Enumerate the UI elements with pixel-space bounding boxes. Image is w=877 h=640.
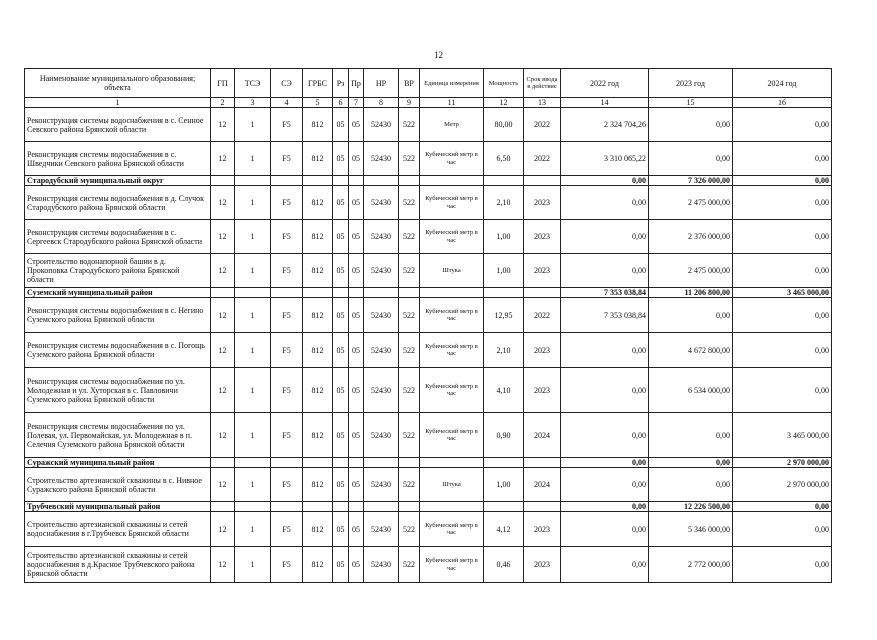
cell-unit: Штука: [420, 468, 484, 502]
cell-tse: 1: [235, 547, 271, 583]
cell-tse: 1: [235, 254, 271, 288]
cell-rz: 05: [333, 108, 349, 142]
cell-grbs: [303, 176, 333, 186]
colnum: 5: [303, 98, 333, 108]
cell-gp: [211, 502, 235, 512]
cell-2022: 0,00: [561, 547, 649, 583]
cell-term: 2023: [524, 547, 561, 583]
cell-pr: 05: [349, 186, 364, 220]
cell-se: F5: [271, 547, 303, 583]
cell-2022: 0,00: [561, 186, 649, 220]
cell-unit: [420, 288, 484, 298]
colnum: 4: [271, 98, 303, 108]
cell-gp: [211, 176, 235, 186]
cell-rz: 05: [333, 142, 349, 176]
cell-2024: 0,00: [733, 333, 832, 368]
cell-term: [524, 288, 561, 298]
row-name: Строительство артезианской скважины в с. Нивное Суражского района Брянской области: [25, 468, 211, 502]
cell-vr: 522: [399, 254, 420, 288]
table-row: [25, 254, 832, 288]
cell-term: 2024: [524, 413, 561, 458]
cell-tse: [235, 176, 271, 186]
cell-2024: 0,00: [733, 186, 832, 220]
cell-power: 4,10: [484, 368, 524, 413]
table-row: [25, 547, 832, 583]
group-name: Суражский муниципальный район: [25, 458, 211, 468]
cell-rz: 05: [333, 186, 349, 220]
cell-grbs: 812: [303, 547, 333, 583]
row-name: Реконструкция системы водоснабжения в с. Сенное Севского района Брянской области: [25, 108, 211, 142]
cell-gp: 12: [211, 254, 235, 288]
row-name: Строительство артезианской скважины и сетей водоснабжения в д.Красное Трубчевского района Брянской области: [25, 547, 211, 583]
cell-power: 0,90: [484, 413, 524, 458]
cell-vr: 522: [399, 368, 420, 413]
colnum: 15: [649, 98, 733, 108]
cell-unit: Кубический метр в час: [420, 142, 484, 176]
cell-2023: 2 475 000,00: [649, 186, 733, 220]
cell-gp: [211, 288, 235, 298]
cell-term: 2023: [524, 512, 561, 547]
cell-unit: [420, 176, 484, 186]
cell-2022: 3 310 065,22: [561, 142, 649, 176]
cell-2023: 2 772 000,00: [649, 547, 733, 583]
cell-nr: 52430: [364, 186, 399, 220]
cell-2022: 0,00: [561, 176, 649, 186]
table-row: [25, 186, 832, 220]
cell-2022: 0,00: [561, 512, 649, 547]
cell-term: 2023: [524, 333, 561, 368]
colnum: 12: [484, 98, 524, 108]
cell-gp: 12: [211, 413, 235, 458]
header-unit: Единица измерения: [420, 69, 484, 98]
cell-se: [271, 176, 303, 186]
cell-pr: 05: [349, 254, 364, 288]
cell-tse: 1: [235, 333, 271, 368]
cell-grbs: 812: [303, 108, 333, 142]
header-power: Мощность: [484, 69, 524, 98]
cell-tse: 1: [235, 468, 271, 502]
cell-nr: 52430: [364, 142, 399, 176]
cell-grbs: 812: [303, 298, 333, 333]
cell-nr: [364, 502, 399, 512]
table-row: [25, 298, 832, 333]
cell-grbs: [303, 458, 333, 468]
budget-table: [24, 68, 832, 583]
cell-rz: 05: [333, 512, 349, 547]
cell-power: [484, 176, 524, 186]
cell-term: [524, 502, 561, 512]
cell-power: 80,00: [484, 108, 524, 142]
row-name: Реконструкция системы водоснабжения в с. Негино Суземского района Брянской области: [25, 298, 211, 333]
cell-pr: [349, 176, 364, 186]
colnum: 1: [25, 98, 211, 108]
cell-grbs: [303, 502, 333, 512]
row-name: Реконструкция системы водоснабжения в д. Случок Стародубского района Брянской области: [25, 186, 211, 220]
cell-pr: 05: [349, 368, 364, 413]
cell-term: 2022: [524, 108, 561, 142]
cell-tse: 1: [235, 512, 271, 547]
colnum: 14: [561, 98, 649, 108]
cell-vr: 522: [399, 220, 420, 254]
cell-gp: 12: [211, 142, 235, 176]
cell-se: F5: [271, 220, 303, 254]
table-row: [25, 468, 832, 502]
cell-unit: Кубический метр в час: [420, 220, 484, 254]
cell-term: [524, 458, 561, 468]
cell-power: [484, 288, 524, 298]
cell-2023: 0,00: [649, 458, 733, 468]
cell-pr: [349, 458, 364, 468]
header-name: Наименование муниципального образования; объекта: [25, 69, 211, 98]
cell-nr: 52430: [364, 547, 399, 583]
cell-2022: 0,00: [561, 468, 649, 502]
cell-2023: 11 206 800,00: [649, 288, 733, 298]
table-row: [25, 108, 832, 142]
cell-rz: 05: [333, 254, 349, 288]
cell-gp: [211, 458, 235, 468]
cell-vr: 522: [399, 547, 420, 583]
cell-gp: 12: [211, 220, 235, 254]
cell-gp: 12: [211, 368, 235, 413]
cell-2024: 0,00: [733, 298, 832, 333]
cell-se: F5: [271, 468, 303, 502]
header-rz: Рз: [333, 69, 349, 98]
cell-power: 1,00: [484, 220, 524, 254]
cell-tse: [235, 288, 271, 298]
cell-2024: 0,00: [733, 502, 832, 512]
table-body: [25, 108, 832, 583]
cell-2022: 7 353 038,84: [561, 288, 649, 298]
cell-2022: 0,00: [561, 413, 649, 458]
header-vr: ВР: [399, 69, 420, 98]
cell-grbs: 812: [303, 413, 333, 458]
cell-pr: 05: [349, 108, 364, 142]
header-se: СЭ: [271, 69, 303, 98]
cell-2024: 2 970 000,00: [733, 468, 832, 502]
cell-unit: [420, 458, 484, 468]
cell-pr: 05: [349, 512, 364, 547]
cell-pr: [349, 288, 364, 298]
cell-nr: 52430: [364, 368, 399, 413]
cell-2023: 12 226 500,00: [649, 502, 733, 512]
cell-rz: [333, 458, 349, 468]
cell-nr: 52430: [364, 333, 399, 368]
row-name: Строительство артезианской скважины и сетей водоснабжения в г.Трубчевск Брянской области: [25, 512, 211, 547]
table-row: [25, 220, 832, 254]
group-name: Стародубский муниципальный округ: [25, 176, 211, 186]
cell-power: 1,00: [484, 254, 524, 288]
cell-pr: 05: [349, 413, 364, 458]
cell-rz: 05: [333, 333, 349, 368]
cell-power: 2,10: [484, 186, 524, 220]
cell-vr: [399, 502, 420, 512]
cell-2022: 0,00: [561, 368, 649, 413]
cell-term: [524, 176, 561, 186]
row-name: Реконструкция системы водоснабжения в с. Шведчики Севского района Брянской области: [25, 142, 211, 176]
cell-unit: Штука: [420, 254, 484, 288]
group-row: [25, 502, 832, 512]
table-row: [25, 142, 832, 176]
cell-rz: 05: [333, 220, 349, 254]
cell-pr: 05: [349, 298, 364, 333]
cell-unit: [420, 502, 484, 512]
row-name: Реконструкция системы водоснабжения по ул. Молодежная и ул. Хуторская в с. Павловичи Суземского района Брянской области: [25, 368, 211, 413]
header-2024: 2024 год: [733, 69, 832, 98]
cell-gp: 12: [211, 298, 235, 333]
header-nr: НР: [364, 69, 399, 98]
page-number: 12: [434, 50, 443, 60]
cell-gp: 12: [211, 547, 235, 583]
cell-nr: 52430: [364, 512, 399, 547]
cell-term: 2024: [524, 468, 561, 502]
cell-2023: 0,00: [649, 468, 733, 502]
cell-2022: 7 353 038,84: [561, 298, 649, 333]
cell-power: 6,50: [484, 142, 524, 176]
cell-vr: 522: [399, 333, 420, 368]
cell-2023: 0,00: [649, 142, 733, 176]
cell-2024: 0,00: [733, 254, 832, 288]
cell-term: 2022: [524, 142, 561, 176]
cell-grbs: 812: [303, 186, 333, 220]
cell-2022: 0,00: [561, 220, 649, 254]
row-name: Строительство водонапорной башни в д. Прокоповка Стародубского района Брянской области: [25, 254, 211, 288]
table-row: [25, 512, 832, 547]
header-grbs: ГРБС: [303, 69, 333, 98]
cell-tse: [235, 502, 271, 512]
cell-unit: Кубический метр в час: [420, 298, 484, 333]
cell-se: F5: [271, 254, 303, 288]
table-row: [25, 368, 832, 413]
table-row: [25, 333, 832, 368]
cell-se: F5: [271, 333, 303, 368]
cell-unit: Кубический метр в час: [420, 547, 484, 583]
cell-vr: 522: [399, 108, 420, 142]
cell-pr: 05: [349, 220, 364, 254]
cell-rz: 05: [333, 298, 349, 333]
group-name: Трубчевский муниципальный район: [25, 502, 211, 512]
colnum: 6: [333, 98, 349, 108]
colnum: 7: [349, 98, 364, 108]
cell-tse: 1: [235, 298, 271, 333]
cell-vr: 522: [399, 512, 420, 547]
cell-se: F5: [271, 512, 303, 547]
cell-2024: 3 465 000,00: [733, 413, 832, 458]
header-tse: ТСЭ: [235, 69, 271, 98]
column-number-row: [25, 98, 832, 108]
cell-rz: 05: [333, 468, 349, 502]
cell-power: 12,95: [484, 298, 524, 333]
header-pr: Пр: [349, 69, 364, 98]
cell-2024: 2 970 000,00: [733, 458, 832, 468]
cell-se: F5: [271, 186, 303, 220]
header-gp: ГП: [211, 69, 235, 98]
cell-term: 2023: [524, 220, 561, 254]
group-row: [25, 176, 832, 186]
cell-vr: 522: [399, 413, 420, 458]
cell-2024: 0,00: [733, 142, 832, 176]
cell-nr: 52430: [364, 254, 399, 288]
cell-grbs: 812: [303, 368, 333, 413]
cell-2024: 0,00: [733, 547, 832, 583]
cell-unit: Кубический метр в час: [420, 186, 484, 220]
cell-grbs: 812: [303, 512, 333, 547]
cell-grbs: 812: [303, 220, 333, 254]
cell-2023: 2 475 000,00: [649, 254, 733, 288]
cell-rz: [333, 176, 349, 186]
cell-gp: 12: [211, 108, 235, 142]
header-2023: 2023 год: [649, 69, 733, 98]
cell-vr: 522: [399, 298, 420, 333]
cell-power: 0,46: [484, 547, 524, 583]
group-row: [25, 458, 832, 468]
cell-pr: [349, 502, 364, 512]
cell-2022: 0,00: [561, 458, 649, 468]
cell-grbs: 812: [303, 254, 333, 288]
cell-term: 2023: [524, 368, 561, 413]
cell-2023: 0,00: [649, 298, 733, 333]
group-name: Суземский муниципальный район: [25, 288, 211, 298]
cell-vr: 522: [399, 186, 420, 220]
cell-2023: 2 376 000,00: [649, 220, 733, 254]
cell-pr: 05: [349, 547, 364, 583]
cell-se: [271, 458, 303, 468]
cell-se: F5: [271, 413, 303, 458]
cell-gp: 12: [211, 333, 235, 368]
cell-se: F5: [271, 108, 303, 142]
cell-power: 1,00: [484, 468, 524, 502]
cell-power: [484, 502, 524, 512]
cell-se: F5: [271, 368, 303, 413]
cell-2022: 0,00: [561, 333, 649, 368]
cell-power: [484, 458, 524, 468]
cell-2024: 0,00: [733, 512, 832, 547]
cell-grbs: 812: [303, 333, 333, 368]
cell-se: [271, 288, 303, 298]
cell-2023: 4 672 800,00: [649, 333, 733, 368]
cell-tse: 1: [235, 413, 271, 458]
cell-gp: 12: [211, 468, 235, 502]
colnum: 8: [364, 98, 399, 108]
cell-2023: 5 346 000,00: [649, 512, 733, 547]
cell-se: F5: [271, 142, 303, 176]
cell-tse: 1: [235, 108, 271, 142]
cell-vr: [399, 176, 420, 186]
cell-tse: [235, 458, 271, 468]
colnum: 2: [211, 98, 235, 108]
colnum: 13: [524, 98, 561, 108]
cell-2022: 2 324 704,26: [561, 108, 649, 142]
colnum: 11: [420, 98, 484, 108]
cell-pr: 05: [349, 142, 364, 176]
cell-rz: 05: [333, 547, 349, 583]
cell-grbs: 812: [303, 468, 333, 502]
cell-nr: 52430: [364, 413, 399, 458]
cell-tse: 1: [235, 142, 271, 176]
cell-rz: [333, 502, 349, 512]
cell-se: [271, 502, 303, 512]
cell-unit: Кубический метр в час: [420, 368, 484, 413]
header-row: [25, 69, 832, 98]
cell-nr: 52430: [364, 468, 399, 502]
cell-2023: 0,00: [649, 108, 733, 142]
cell-nr: 52430: [364, 108, 399, 142]
table-row: [25, 413, 832, 458]
colnum: 3: [235, 98, 271, 108]
cell-vr: [399, 458, 420, 468]
cell-se: F5: [271, 298, 303, 333]
cell-2022: 0,00: [561, 502, 649, 512]
cell-2024: 0,00: [733, 220, 832, 254]
cell-2024: 0,00: [733, 176, 832, 186]
cell-unit: Кубический метр в час: [420, 333, 484, 368]
row-name: Реконструкция системы водоснабжения в с. Сергеевск Стародубского района Брянской области: [25, 220, 211, 254]
cell-tse: 1: [235, 186, 271, 220]
cell-2024: 0,00: [733, 108, 832, 142]
cell-gp: 12: [211, 512, 235, 547]
cell-grbs: 812: [303, 142, 333, 176]
cell-nr: [364, 176, 399, 186]
cell-tse: 1: [235, 368, 271, 413]
header-term: Срок ввода в действие: [524, 69, 561, 98]
row-name: Реконструкция системы водоснабжения по ул. Полевая, ул. Первомайская, ул. Молодежная в п. Селечня Суземского района Брянской области: [25, 413, 211, 458]
colnum: 16: [733, 98, 832, 108]
cell-unit: Кубический метр в час: [420, 512, 484, 547]
cell-pr: 05: [349, 333, 364, 368]
cell-2024: 0,00: [733, 368, 832, 413]
cell-nr: 52430: [364, 220, 399, 254]
cell-power: 2,10: [484, 333, 524, 368]
cell-unit: Метр: [420, 108, 484, 142]
cell-gp: 12: [211, 186, 235, 220]
cell-power: 4,12: [484, 512, 524, 547]
group-row: [25, 288, 832, 298]
row-name: Реконструкция системы водоснабжения в с. Погощь Суземского района Брянской области: [25, 333, 211, 368]
cell-2024: 3 465 000,00: [733, 288, 832, 298]
cell-2023: 6 534 000,00: [649, 368, 733, 413]
colnum: 9: [399, 98, 420, 108]
cell-term: 2022: [524, 298, 561, 333]
header-2022: 2022 год: [561, 69, 649, 98]
cell-2023: 7 326 000,00: [649, 176, 733, 186]
cell-2022: 0,00: [561, 254, 649, 288]
cell-nr: [364, 458, 399, 468]
cell-2023: 0,00: [649, 413, 733, 458]
cell-nr: 52430: [364, 298, 399, 333]
cell-vr: 522: [399, 142, 420, 176]
cell-vr: [399, 288, 420, 298]
cell-unit: Кубический метр в час: [420, 413, 484, 458]
cell-tse: 1: [235, 220, 271, 254]
cell-term: 2023: [524, 254, 561, 288]
cell-rz: [333, 288, 349, 298]
cell-vr: 522: [399, 468, 420, 502]
cell-nr: [364, 288, 399, 298]
cell-term: 2023: [524, 186, 561, 220]
cell-pr: 05: [349, 468, 364, 502]
cell-rz: 05: [333, 413, 349, 458]
cell-grbs: [303, 288, 333, 298]
cell-rz: 05: [333, 368, 349, 413]
